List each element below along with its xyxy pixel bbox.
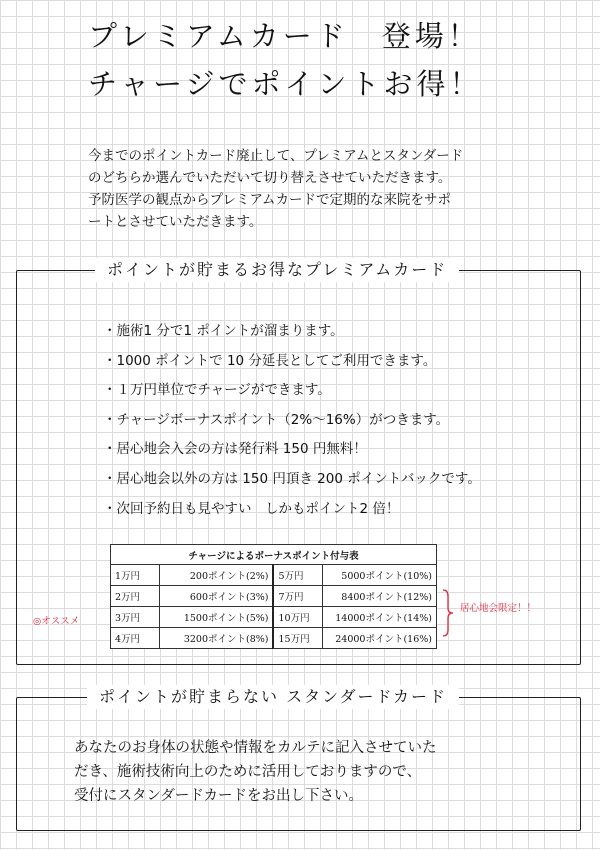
intro-paragraph <box>88 145 568 233</box>
premium-card-section <box>16 260 581 665</box>
standard-line: 受付にスタンダードカードをお出し下さい。 <box>74 788 363 804</box>
table-row <box>111 586 437 607</box>
standard-line: だき、施術技術向上のために活用しておりますので、 <box>74 764 422 780</box>
table-cell: 10万円 <box>273 607 322 628</box>
intro-line: ートとさせていただきます。 <box>88 214 263 230</box>
table-cell: 600ポイント(3%) <box>159 586 273 607</box>
title-line-1: プレミアムカード 登場！ <box>88 19 481 53</box>
feature-item: ・ 施術1 分で1 ポイントが溜まります。 <box>103 317 481 347</box>
table-row <box>111 628 437 649</box>
intro-line: のどちらか選んでいただいて切り替えさせていただきます。 <box>88 170 452 186</box>
premium-heading: ポイントが貯まるお得なプレミアムカード <box>95 258 459 282</box>
standard-card-section <box>16 687 581 831</box>
curly-brace-icon <box>441 589 455 637</box>
table-cell: 2万円 <box>111 586 160 607</box>
table-cell: 5000ポイント(10%) <box>323 565 437 586</box>
table-cell: 3200ポイント(8%) <box>159 628 273 649</box>
table-cell: 7万円 <box>273 586 322 607</box>
standard-line: あなたのお身体の状態や情報をカルテに記入させていた <box>74 740 437 756</box>
table-row <box>111 607 437 628</box>
bonus-table-header: チャージによるボーナスポイント付与表 <box>111 545 437 565</box>
table-cell: 15万円 <box>273 628 322 649</box>
table-cell: 200ポイント(2%) <box>159 565 273 586</box>
standard-description <box>74 736 437 808</box>
table-cell: 14000ポイント(14%) <box>323 607 437 628</box>
table-cell: 3万円 <box>111 607 160 628</box>
feature-item: ・ チャージボーナスポイント（2%〜16%）がつきます。 <box>103 406 481 436</box>
table-cell: 24000ポイント(16%) <box>323 628 437 649</box>
member-limited-label: 居心地会限定！！ <box>460 603 537 614</box>
feature-item: ・ 居心地会以外の方は 150 円頂き 200 ポイントバックです。 <box>103 465 481 495</box>
table-cell: 5万円 <box>273 565 322 586</box>
table-cell: 1万円 <box>111 565 160 586</box>
intro-line: 今までのポイントカード廃止して、プレミアムとスタンダード <box>88 148 464 164</box>
bonus-point-table <box>110 544 437 649</box>
table-row <box>111 565 437 586</box>
table-cell: 1500ポイント(5%) <box>159 607 273 628</box>
feature-item: ・ １万円単位でチャージができます。 <box>103 376 481 406</box>
feature-item: ・ 次回予約日も見やすい しかもポイント2 倍！ <box>103 495 481 525</box>
title-line-2: チャージでポイントお得！ <box>88 67 483 101</box>
recommend-label: ◎オススメ <box>33 616 80 627</box>
table-cell: 8400ポイント(12%) <box>323 586 437 607</box>
feature-item: ・ 居心地会入会の方は発行料 150 円無料！ <box>103 435 481 465</box>
intro-line: 予防医学の観点からプレミアムカードで定期的な来院をサポ <box>88 192 452 208</box>
table-cell: 4万円 <box>111 628 160 649</box>
premium-feature-list <box>103 317 481 524</box>
standard-heading: ポイントが貯まらない スタンダードカード <box>87 685 459 709</box>
feature-item: ・ 1000 ポイントで 10 分延長としてご利用できます。 <box>103 347 481 377</box>
